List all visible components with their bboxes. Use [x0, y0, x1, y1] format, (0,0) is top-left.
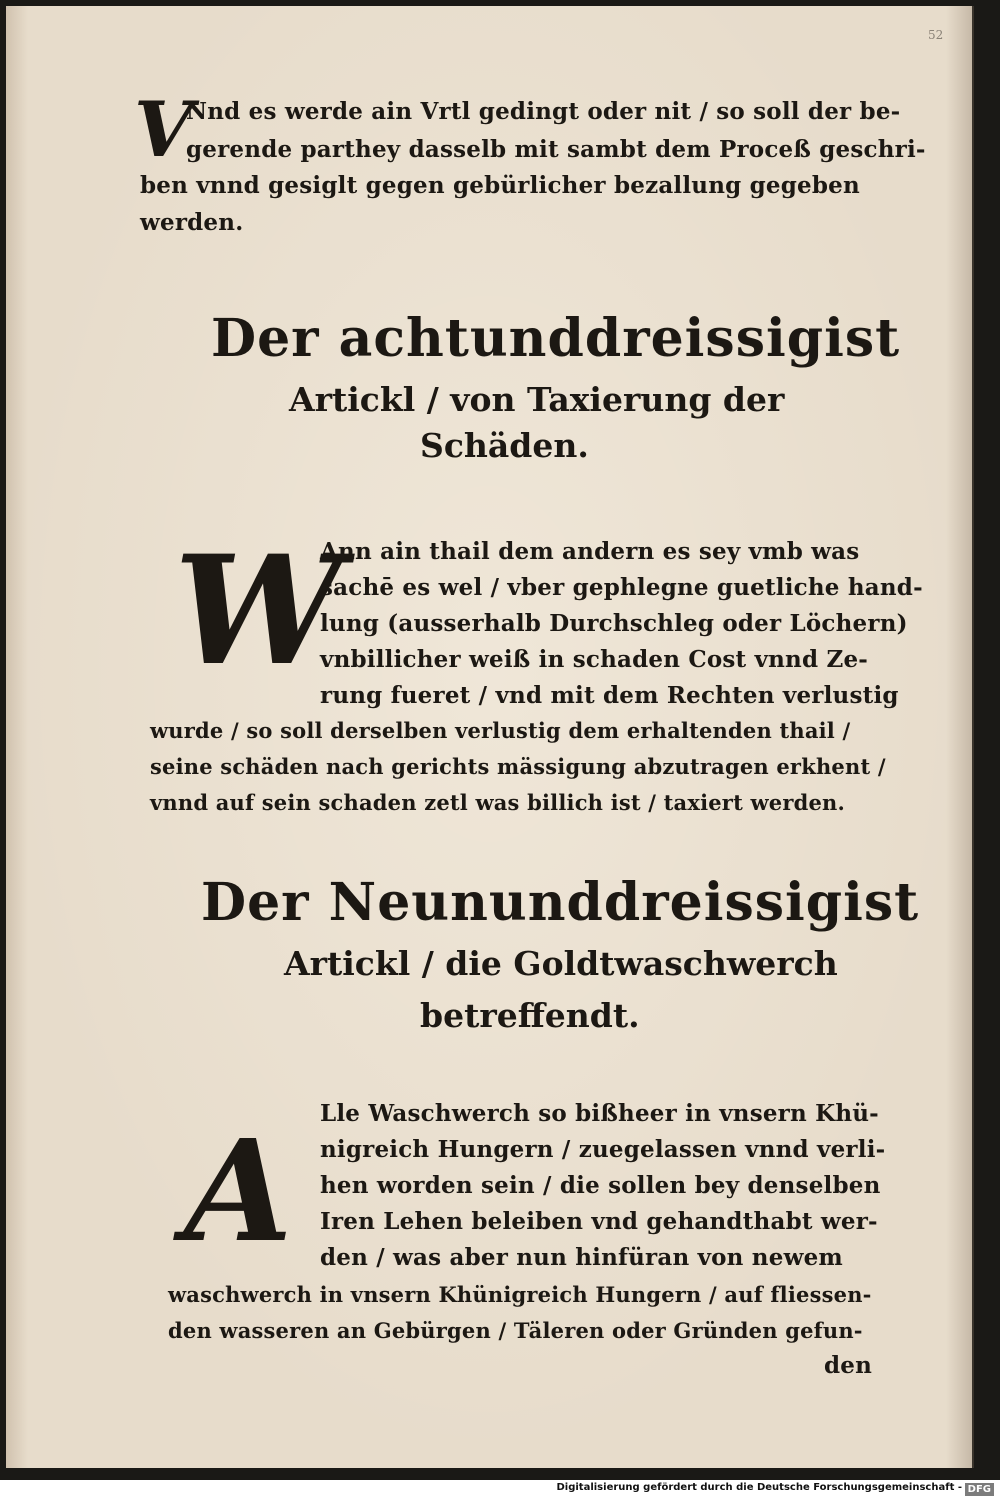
initial-letter-w: W — [174, 523, 343, 699]
section2-line-8: vnnd auf sein schaden zetl was billich ist / taxiert werden. — [150, 790, 846, 815]
section1-line-4: werden. — [140, 209, 244, 236]
section2-line-6: wurde / so soll derselben verlustig dem erhaltenden thail / — [150, 718, 851, 743]
section3-line-2: nigreich Hungern / zuegelassen vnnd verli- — [320, 1136, 886, 1163]
section2-line-7: seine schäden nach gerichts mässigung abzutragen erkhent / — [150, 754, 886, 779]
section3-line-1: Lle Waschwerch so bißheer in vnsern Khü- — [320, 1100, 879, 1127]
section2-line-1: Ann ain thail dem andern es sey vmb was — [320, 538, 860, 565]
section2-line-4: vnbillicher weiß in schaden Cost vnnd Ze- — [320, 646, 869, 673]
section1-line-3: ben vnnd gesiglt gegen gebürlicher bezallung gegeben — [140, 172, 860, 199]
section3-subheading-1: Artickl / die Goldtwaschwerch — [284, 944, 838, 983]
dfg-logo: DFG — [965, 1483, 994, 1496]
section3-line-4: Iren Lehen beleiben vnd gehandthabt wer- — [320, 1208, 878, 1235]
section3-line-8: den — [824, 1352, 873, 1379]
initial-letter-a: A — [184, 1110, 293, 1274]
section2-line-3: lung (ausserhalb Durchschleg oder Löchern) — [320, 610, 908, 637]
page-number: 52 — [928, 28, 944, 42]
section2-subheading-1: Artickl / von Taxierung der — [289, 380, 785, 419]
section1-line-1: Nnd es werde ain Vrtl gedingt oder nit / so soll der be- — [186, 98, 901, 125]
section3-line-6: waschwerch in vnsern Khünigreich Hungern / auf fliessen- — [168, 1282, 872, 1307]
footer-bar — [0, 1480, 1000, 1500]
initial-letter-v: V — [134, 85, 193, 174]
section2-line-2: sachē es wel / vber gephlegne guetliche hand- — [320, 574, 923, 601]
section2-heading: Der achtunddreissigist — [211, 308, 901, 369]
section3-heading: Der Neununddreissigist — [201, 872, 920, 933]
section2-subheading-2: Schäden. — [420, 426, 589, 465]
section3-line-7: den wasseren an Gebürgen / Täleren oder Gründen gefun- — [168, 1318, 863, 1343]
section1-line-2: gerende parthey dasselb mit sambt dem Proceß geschri- — [186, 136, 926, 163]
section3-subheading-2: betreffendt. — [420, 996, 640, 1035]
section2-line-5: rung fueret / vnd mit dem Rechten verlustig — [320, 682, 899, 709]
section3-line-5: den / was aber nun hinfüran von newem — [320, 1244, 843, 1271]
book-page — [6, 6, 974, 1468]
footer-credit-text: Digitalisierung gefördert durch die Deutsche Forschungsgemeinschaft - — [556, 1482, 962, 1493]
section3-line-3: hen worden sein / die sollen bey denselben — [320, 1172, 881, 1199]
